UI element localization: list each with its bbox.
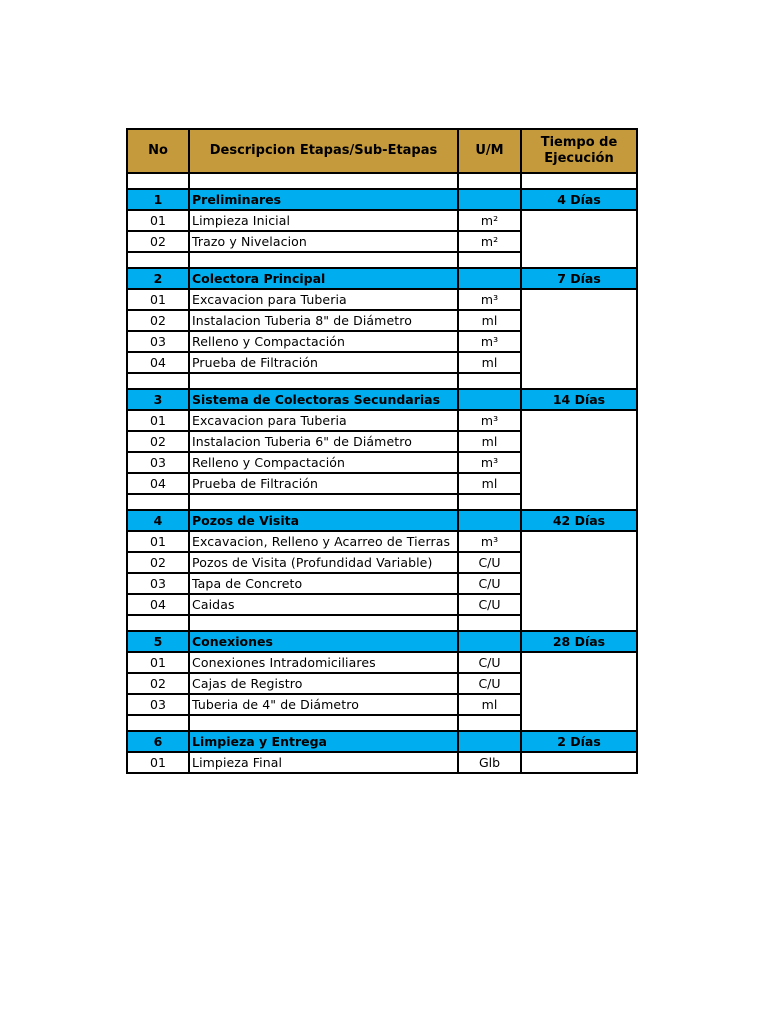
stage-row — [127, 389, 637, 410]
task-number: 03 — [127, 452, 189, 473]
empty-cell — [458, 615, 521, 631]
task-number: 03 — [127, 573, 189, 594]
stage-title: Sistema de Colectoras Secundarias — [189, 389, 458, 410]
empty-cell — [127, 615, 189, 631]
task-unit: m³ — [458, 452, 521, 473]
task-number: 02 — [127, 552, 189, 573]
schedule-table — [126, 128, 638, 774]
stage-title: Conexiones — [189, 631, 458, 652]
task-number: 01 — [127, 531, 189, 552]
task-unit: C/U — [458, 573, 521, 594]
task-description: Excavacion para Tuberia — [189, 410, 458, 431]
stage-time: 42 Días — [521, 510, 637, 531]
task-description: Tuberia de 4" de Diámetro — [189, 694, 458, 715]
task-description: Limpieza Inicial — [189, 210, 458, 231]
task-description: Trazo y Nivelacion — [189, 231, 458, 252]
header-unit: U/M — [458, 129, 521, 173]
stage-number: 6 — [127, 731, 189, 752]
stage-unit — [458, 510, 521, 531]
task-time-cell — [521, 210, 637, 268]
empty-cell — [127, 715, 189, 731]
task-unit: ml — [458, 310, 521, 331]
stage-row — [127, 731, 637, 752]
spacer-row — [127, 173, 637, 189]
stage-unit — [458, 631, 521, 652]
task-row — [127, 531, 637, 552]
stage-number: 5 — [127, 631, 189, 652]
task-description: Prueba de Filtración — [189, 473, 458, 494]
task-time-cell — [521, 410, 637, 510]
task-unit: m³ — [458, 289, 521, 310]
task-unit: C/U — [458, 594, 521, 615]
empty-cell — [127, 252, 189, 268]
task-unit: C/U — [458, 652, 521, 673]
stage-row — [127, 510, 637, 531]
empty-cell — [458, 173, 521, 189]
task-description: Relleno y Compactación — [189, 331, 458, 352]
stage-title: Limpieza y Entrega — [189, 731, 458, 752]
stage-row — [127, 268, 637, 289]
task-unit: ml — [458, 694, 521, 715]
empty-cell — [127, 494, 189, 510]
stage-unit — [458, 268, 521, 289]
empty-cell — [458, 252, 521, 268]
task-unit: m² — [458, 231, 521, 252]
stage-number: 1 — [127, 189, 189, 210]
stage-time: 2 Días — [521, 731, 637, 752]
task-row — [127, 289, 637, 310]
task-unit: ml — [458, 352, 521, 373]
stage-time: 14 Días — [521, 389, 637, 410]
task-number: 02 — [127, 231, 189, 252]
task-number: 01 — [127, 752, 189, 773]
empty-cell — [458, 715, 521, 731]
stage-unit — [458, 189, 521, 210]
empty-cell — [458, 494, 521, 510]
task-number: 04 — [127, 352, 189, 373]
task-unit: m³ — [458, 410, 521, 431]
task-row — [127, 410, 637, 431]
task-unit: Glb — [458, 752, 521, 773]
task-description: Cajas de Registro — [189, 673, 458, 694]
task-description: Limpieza Final — [189, 752, 458, 773]
task-description: Instalacion Tuberia 6" de Diámetro — [189, 431, 458, 452]
task-unit: m³ — [458, 531, 521, 552]
task-unit: ml — [458, 473, 521, 494]
task-description: Pozos de Visita (Profundidad Variable) — [189, 552, 458, 573]
stage-unit — [458, 389, 521, 410]
task-number: 04 — [127, 473, 189, 494]
stage-number: 4 — [127, 510, 189, 531]
header-description: Descripcion Etapas/Sub-Etapas — [189, 129, 458, 173]
empty-cell — [189, 373, 458, 389]
task-number: 01 — [127, 210, 189, 231]
task-unit: C/U — [458, 552, 521, 573]
header-row — [127, 129, 637, 173]
header-no: No — [127, 129, 189, 173]
task-time-cell — [521, 289, 637, 389]
empty-cell — [127, 373, 189, 389]
stage-row — [127, 631, 637, 652]
schedule-body — [127, 129, 637, 773]
task-number: 03 — [127, 694, 189, 715]
stage-number: 3 — [127, 389, 189, 410]
task-unit: m² — [458, 210, 521, 231]
task-time-cell — [521, 752, 637, 773]
task-time-cell — [521, 531, 637, 631]
task-number: 02 — [127, 310, 189, 331]
stage-time: 7 Días — [521, 268, 637, 289]
empty-cell — [189, 715, 458, 731]
task-number: 01 — [127, 652, 189, 673]
stage-number: 2 — [127, 268, 189, 289]
task-description: Prueba de Filtración — [189, 352, 458, 373]
stage-title: Colectora Principal — [189, 268, 458, 289]
empty-cell — [458, 373, 521, 389]
task-description: Conexiones Intradomiciliares — [189, 652, 458, 673]
task-number: 01 — [127, 289, 189, 310]
task-description: Instalacion Tuberia 8" de Diámetro — [189, 310, 458, 331]
stage-title: Pozos de Visita — [189, 510, 458, 531]
stage-title: Preliminares — [189, 189, 458, 210]
task-number: 02 — [127, 673, 189, 694]
task-row — [127, 210, 637, 231]
header-time: Tiempo de Ejecución — [521, 129, 637, 173]
stage-time: 4 Días — [521, 189, 637, 210]
task-unit: m³ — [458, 331, 521, 352]
stage-unit — [458, 731, 521, 752]
task-number: 03 — [127, 331, 189, 352]
task-row — [127, 652, 637, 673]
task-description: Relleno y Compactación — [189, 452, 458, 473]
empty-cell — [521, 173, 637, 189]
task-description: Excavacion, Relleno y Acarreo de Tierras — [189, 531, 458, 552]
task-unit: C/U — [458, 673, 521, 694]
empty-cell — [189, 173, 458, 189]
stage-time: 28 Días — [521, 631, 637, 652]
task-row — [127, 752, 637, 773]
task-number: 04 — [127, 594, 189, 615]
empty-cell — [189, 494, 458, 510]
task-description: Excavacion para Tuberia — [189, 289, 458, 310]
empty-cell — [189, 615, 458, 631]
stage-row — [127, 189, 637, 210]
task-number: 02 — [127, 431, 189, 452]
task-time-cell — [521, 652, 637, 731]
task-description: Tapa de Concreto — [189, 573, 458, 594]
empty-cell — [127, 173, 189, 189]
task-description: Caidas — [189, 594, 458, 615]
task-unit: ml — [458, 431, 521, 452]
empty-cell — [189, 252, 458, 268]
task-number: 01 — [127, 410, 189, 431]
